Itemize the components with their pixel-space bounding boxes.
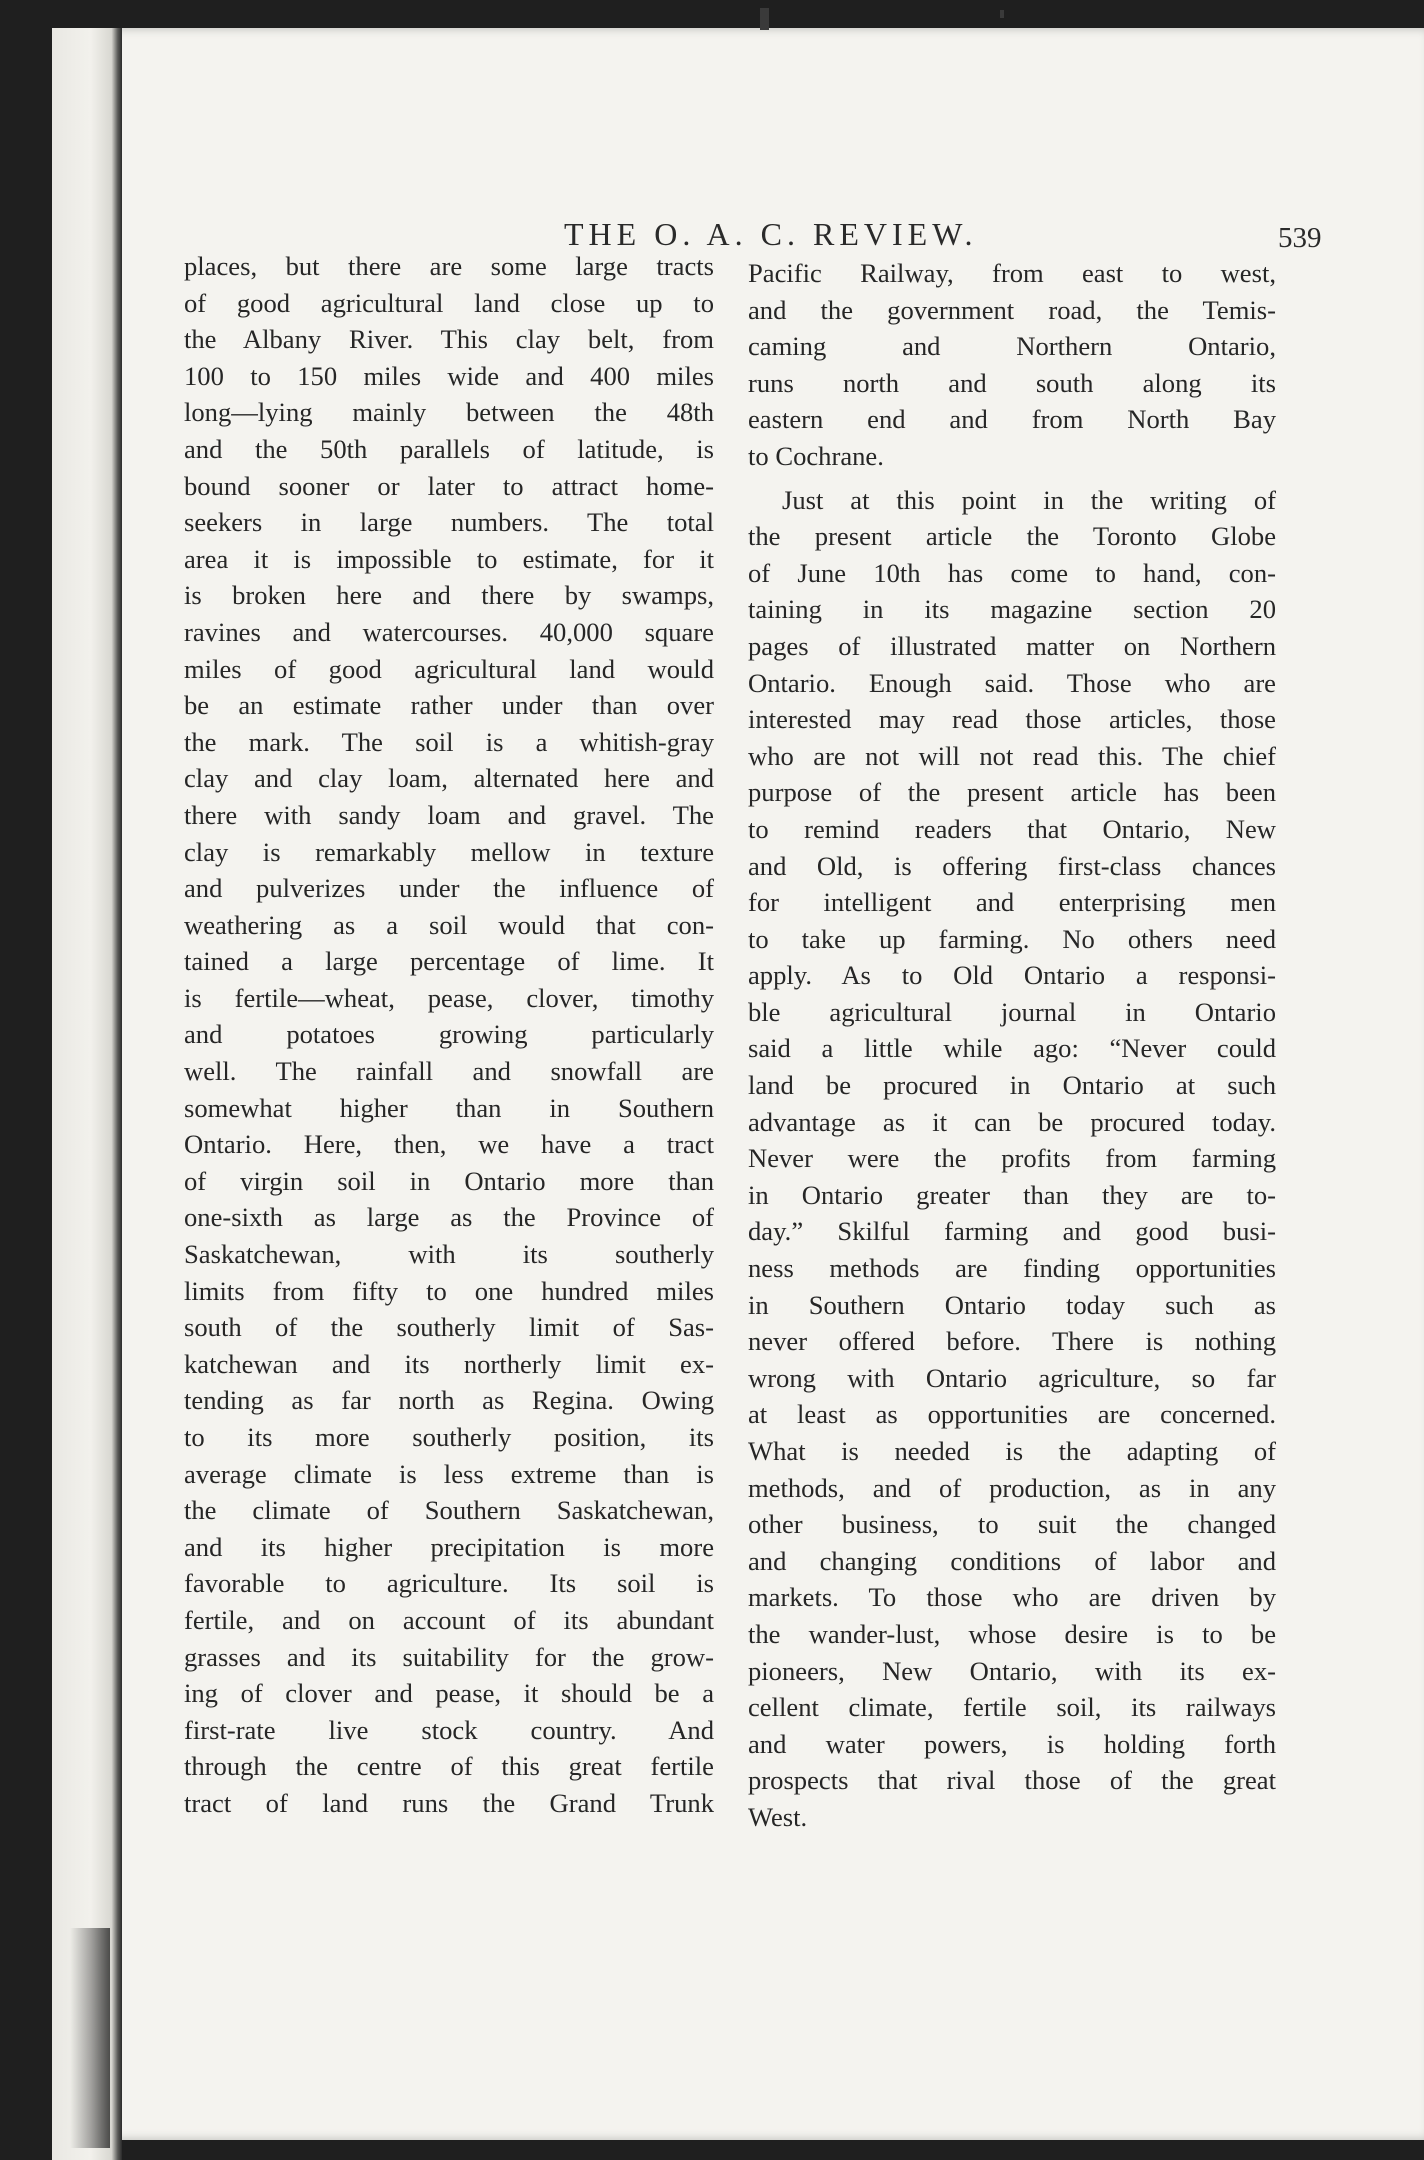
text-line: and Old, is offering first-class chances xyxy=(748,850,1276,881)
text-line: Just at this point in the writing of xyxy=(782,484,1276,515)
running-head: THE O. A. C. REVIEW. xyxy=(564,216,978,252)
text-line: Saskatchewan, with its southerly xyxy=(184,1239,714,1270)
text-line: long—lying mainly between the 48th xyxy=(184,397,714,428)
text-line: average climate is less extreme than is xyxy=(184,1458,714,1489)
text-line: apply. As to Old Ontario a responsi- xyxy=(748,960,1276,991)
text-line: pioneers, New Ontario, with its ex- xyxy=(748,1655,1276,1686)
text-line: area it is impossible to estimate, for it xyxy=(184,543,714,574)
text-line: clay and clay loam, alternated here and xyxy=(184,763,714,794)
text-line: the climate of Southern Saskatchewan, xyxy=(184,1495,714,1526)
text-line: ing of clover and pease, it should be a xyxy=(184,1678,714,1709)
text-line: 100 to 150 miles wide and 400 miles xyxy=(184,360,714,391)
text-line: katchewan and its northerly limit ex- xyxy=(184,1348,714,1379)
paragraph xyxy=(748,255,1276,475)
text-line: eastern end and from North Bay xyxy=(748,404,1276,435)
text-line: prospects that rival those of the great xyxy=(748,1765,1276,1796)
text-line: and changing conditions of labor and xyxy=(748,1545,1276,1576)
text-line: pages of illustrated matter on Northern xyxy=(748,630,1276,661)
text-line: the present article the Toronto Globe xyxy=(748,521,1276,552)
text-line: other business, to suit the changed xyxy=(748,1509,1276,1540)
text-line: clay is remarkably mellow in texture xyxy=(184,836,714,867)
text-line: somewhat higher than in Southern xyxy=(184,1092,714,1123)
text-line: caming and Northern Ontario, xyxy=(748,331,1276,362)
text-line: markets. To those who are driven by xyxy=(748,1582,1276,1613)
page-binding-shadow xyxy=(52,28,122,2160)
text-line: methods, and of production, as in any xyxy=(748,1472,1276,1503)
text-line: tract of land runs the Grand Trunk xyxy=(184,1787,714,1818)
text-line: land be procured in Ontario at such xyxy=(748,1070,1276,1101)
text-line: seekers in large numbers. The total xyxy=(184,507,714,538)
text-line: there with sandy loam and gravel. The xyxy=(184,799,714,830)
text-line: is fertile—wheat, pease, clover, timothy xyxy=(184,982,714,1013)
text-line: and potatoes growing particularly xyxy=(184,1019,714,1050)
text-line: the mark. The soil is a whitish-gray xyxy=(184,726,714,757)
text-line: in Southern Ontario today such as xyxy=(748,1289,1276,1320)
page-number: 539 xyxy=(1278,222,1322,254)
text-line: taining in its magazine section 20 xyxy=(748,594,1276,625)
text-line: well. The rainfall and snowfall are xyxy=(184,1056,714,1087)
text-line: to Cochrane. xyxy=(748,440,884,471)
text-line: Ontario. Here, then, we have a tract xyxy=(184,1129,714,1160)
text-line: tending as far north as Regina. Owing xyxy=(184,1385,714,1416)
text-line: advantage as it can be procured today. xyxy=(748,1106,1276,1137)
text-line: grasses and its suitability for the grow- xyxy=(184,1641,714,1672)
paragraph xyxy=(748,482,1276,1836)
text-line: and its higher precipitation is more xyxy=(184,1531,714,1562)
text-line: at least as opportunities are concerned. xyxy=(748,1399,1276,1430)
text-line: through the centre of this great fertile xyxy=(184,1751,714,1782)
text-line: places, but there are some large tracts xyxy=(184,251,714,281)
left-column xyxy=(184,248,714,1822)
scan-speck xyxy=(760,8,769,30)
text-line: favorable to agriculture. Its soil is xyxy=(184,1568,714,1599)
text-line: is broken here and there by swamps, xyxy=(184,580,714,611)
text-line: ravines and watercourses. 40,000 square xyxy=(184,616,714,647)
scan-speck xyxy=(1000,10,1004,18)
text-line: said a little while ago: “Never could xyxy=(748,1033,1276,1064)
text-line: ble agricultural journal in Ontario xyxy=(748,996,1276,1027)
text-line: in Ontario greater than they are to- xyxy=(748,1179,1276,1210)
text-line: for intelligent and enterprising men xyxy=(748,887,1276,918)
text-line: day.” Skilful farming and good busi- xyxy=(748,1216,1276,1247)
text-line: to remind readers that Ontario, New xyxy=(748,813,1276,844)
text-line: of virgin soil in Ontario more than xyxy=(184,1165,714,1196)
text-line: and the 50th parallels of latitude, is xyxy=(184,433,714,464)
paragraph-gap xyxy=(748,475,1276,482)
binding-stain xyxy=(70,1928,110,2148)
right-column xyxy=(748,255,1276,1836)
text-line: never offered before. There is nothing xyxy=(748,1326,1276,1357)
text-line: Pacific Railway, from east to west, xyxy=(748,258,1276,288)
text-line: and the government road, the Temis- xyxy=(748,294,1276,325)
text-line: to take up farming. No others need xyxy=(748,923,1276,954)
text-line: cellent climate, fertile soil, its railways xyxy=(748,1692,1276,1723)
text-line: and water powers, is holding forth xyxy=(748,1728,1276,1759)
text-line: who are not will not read this. The chief xyxy=(748,740,1276,771)
text-line: tained a large percentage of lime. It xyxy=(184,946,714,977)
text-line: the wander-lust, whose desire is to be xyxy=(748,1618,1276,1649)
text-line: West. xyxy=(748,1801,808,1832)
text-line: miles of good agricultural land would xyxy=(184,653,714,684)
text-line: Ontario. Enough said. Those who are xyxy=(748,667,1276,698)
text-line: Never were the profits from farming xyxy=(748,1143,1276,1174)
text-line: of good agricultural land close up to xyxy=(184,287,714,318)
text-line: one-sixth as large as the Province of xyxy=(184,1202,714,1233)
text-line: south of the southerly limit of Sas- xyxy=(184,1312,714,1343)
text-line: runs north and south along its xyxy=(748,367,1276,398)
text-line: and pulverizes under the influence of xyxy=(184,873,714,904)
text-line: What is needed is the adapting of xyxy=(748,1436,1276,1466)
text-line: the Albany River. This clay belt, from xyxy=(184,324,714,355)
text-line: weathering as a soil would that con- xyxy=(184,909,714,940)
text-line: wrong with Ontario agriculture, so far xyxy=(748,1362,1276,1393)
text-line: ness methods are finding opportunities xyxy=(748,1253,1276,1284)
text-line: be an estimate rather under than over xyxy=(184,690,714,721)
text-line: limits from fifty to one hundred miles xyxy=(184,1275,714,1306)
text-line: of June 10th has come to hand, con- xyxy=(748,557,1276,588)
text-line: bound sooner or later to attract home- xyxy=(184,470,714,501)
text-line: interested may read those articles, those xyxy=(748,704,1276,735)
text-line: first-rate live stock country. And xyxy=(184,1714,714,1745)
text-line: purpose of the present article has been xyxy=(748,777,1276,808)
text-line: to its more southerly position, its xyxy=(184,1422,714,1452)
text-line: fertile, and on account of its abundant xyxy=(184,1604,714,1635)
